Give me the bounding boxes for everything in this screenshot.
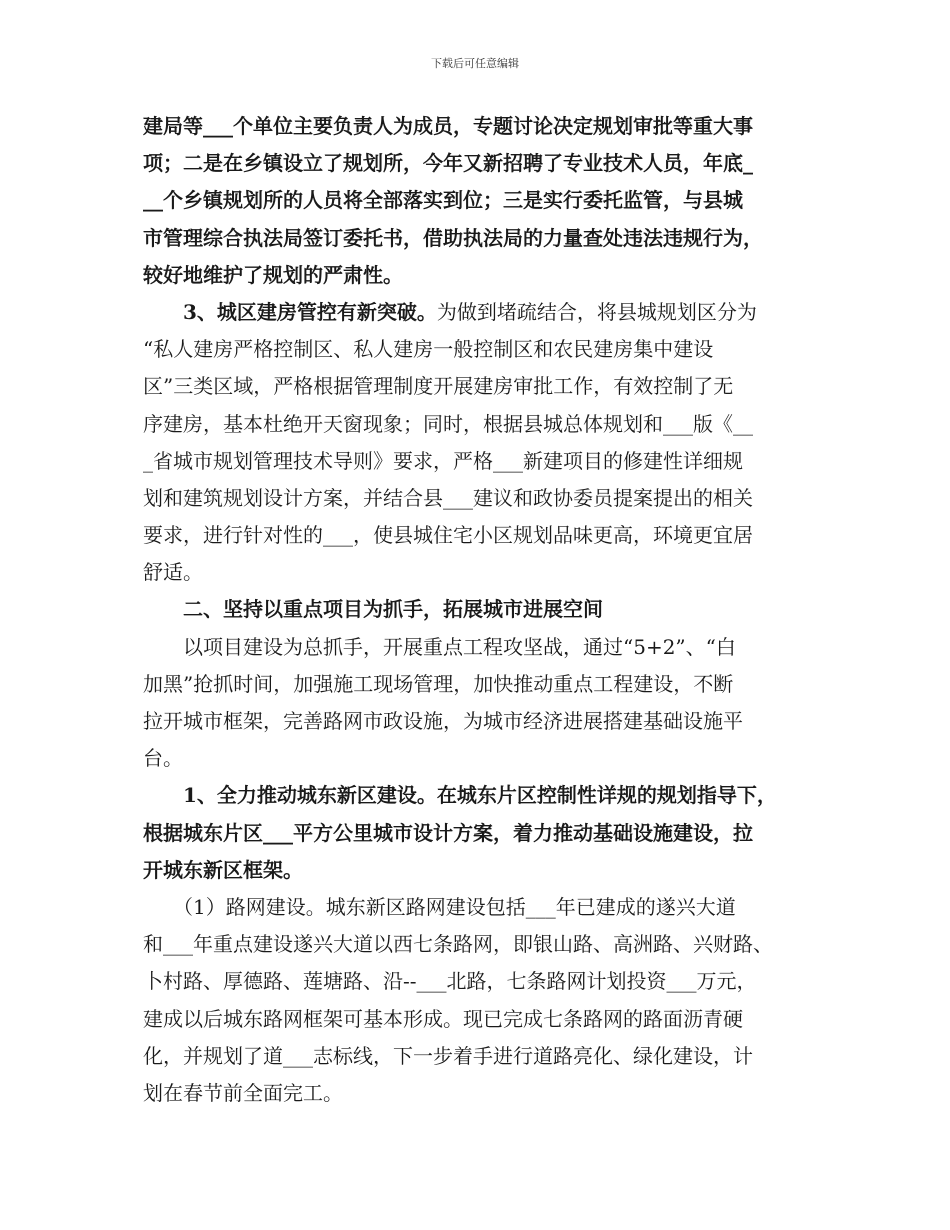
section-heading-line <box>143 294 815 331</box>
paragraph-line: 加黑”抢抓时间，加强施工现场管理，加快推动重点工程建设，不断 <box>143 671 734 696</box>
paragraph-line: 1、全力推动城东新区建设。在城东片区控制性详规的规划指导下， <box>143 783 777 808</box>
section-text: 为做到堵疏结合，将县城规划区分为 <box>436 299 757 324</box>
paragraph-line: 卜村路、厚德路、莲塘路、沿--___北路，七条路网计划投资___万元， <box>143 969 757 994</box>
paragraph-line: “私人建房严格控制区、私人建房一般控制区和农民建房集中建设 <box>143 337 714 362</box>
page-header: 下载后可任意编辑 <box>431 57 519 70</box>
paragraph-line: 较好地维护了规划的严肃性。 <box>143 262 403 287</box>
paragraph-line: 化，并规划了道___志标线，下一步着手进行道路亮化、绿化建设，计 <box>143 1043 753 1068</box>
paragraph-line: 建成以后城东路网框架可基本形成。现已完成七条路网的路面沥青硬 <box>143 1006 743 1031</box>
paragraph-line: 舒适。 <box>143 560 203 585</box>
paragraph-line: __个乡镇规划所的人员将全部落实到位；三是实行委托监管，与县城 <box>143 188 743 213</box>
paragraph-line: 建局等___个单位主要负责人为成员，专题讨论决定规划审批等重大事 <box>143 114 753 138</box>
section-heading: 二、坚持以重点项目为抓手，拓展城市进展空间 <box>143 597 603 622</box>
paragraph-line: 划和建筑规划设计方案，并结合县___建议和政协委员提案提出的相关 <box>143 485 753 510</box>
document-body <box>143 108 815 1112</box>
paragraph-line: 市管理综合执法局签订委托书，借助执法局的力量查处违法违规行为， <box>143 225 763 250</box>
paragraph-line: 区”三类区域，严格根据管理制度开展建房审批工作，有效控制了无 <box>143 374 734 399</box>
paragraph-line: 和___年重点建设遂兴大道以西七条路网，即银山路、高洲路、兴财路、 <box>143 932 773 957</box>
paragraph-line: 以项目建设为总抓手，开展重点工程攻坚战，通过“5+2”、“白 <box>143 634 736 659</box>
paragraph-line: 要求，进行针对性的___，使县城住宅小区规划品味更高，环境更宜居 <box>143 523 753 548</box>
paragraph-line: 划在春节前全面完工。 <box>143 1080 343 1105</box>
paragraph-line: （1）路网建设。城东新区路网建设包括___年已建成的遂兴大道 <box>143 894 736 919</box>
paragraph-line: 序建房，基本杜绝开天窗现象；同时，根据县城总体规划和___版《__ <box>143 411 753 436</box>
paragraph-line: 根据城东片区___平方公里城市设计方案，着力推动基础设施建设，拉 <box>143 820 753 845</box>
paragraph-line: 开城东新区框架。 <box>143 857 303 882</box>
paragraph-line: 拉开城市框架，完善路网市政设施，为城市经济进展搭建基础设施平 <box>143 709 743 733</box>
paragraph-line: 项；二是在乡镇设立了规划所，今年又新招聘了专业技术人员，年底_ <box>143 151 753 176</box>
paragraph-line: _省城市规划管理技术导则》要求，严格___新建项目的修建性详细规 <box>143 448 743 473</box>
section-heading: 3、城区建房管控有新突破。 <box>143 299 437 324</box>
paragraph-line: 台。 <box>143 746 183 771</box>
